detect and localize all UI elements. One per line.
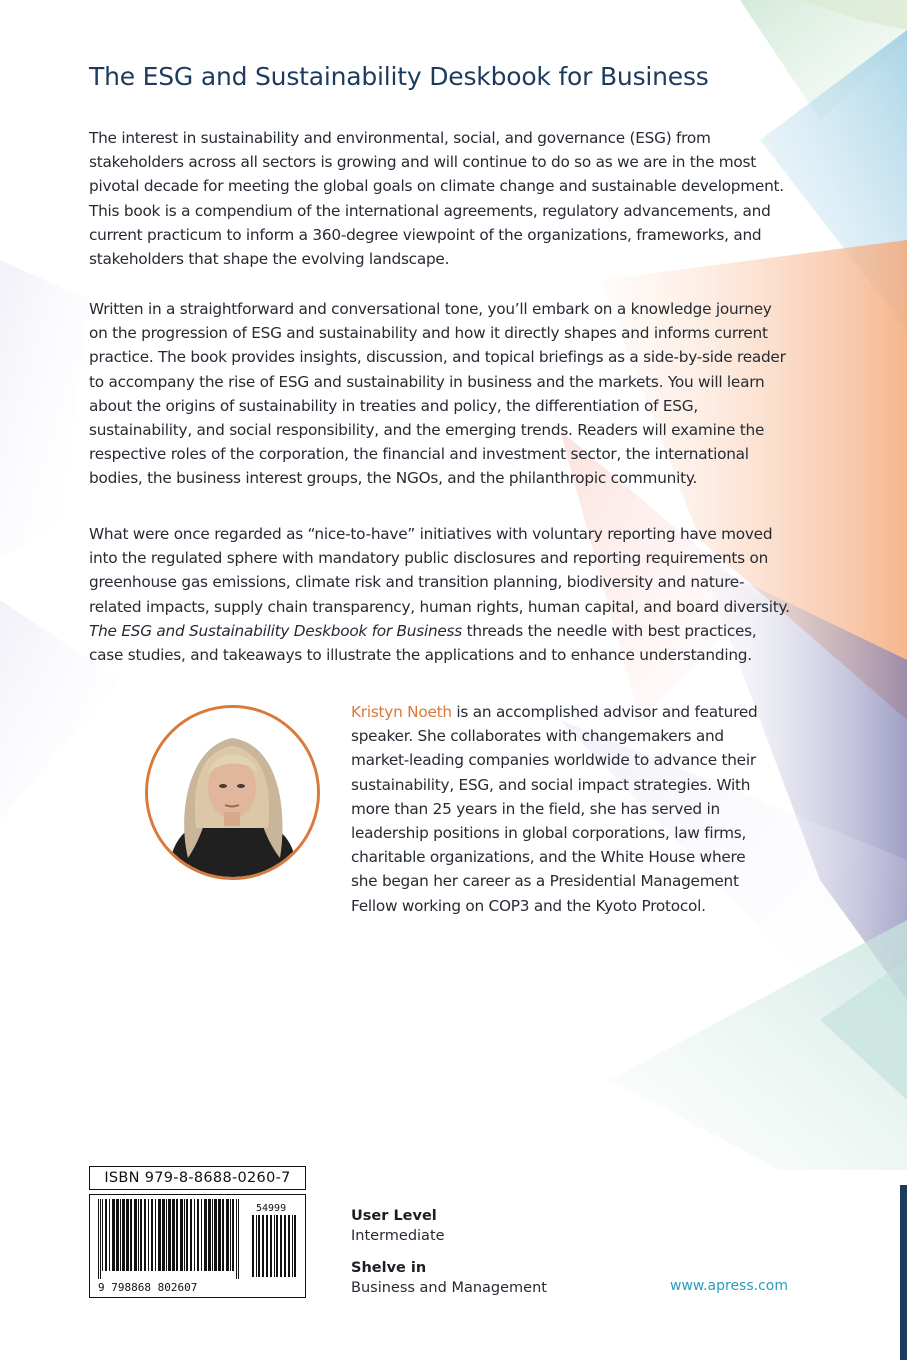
barcode-bar [218,1199,221,1271]
barcode-bar [140,1199,142,1271]
barcode-bar [184,1199,185,1271]
barcode-bar [232,1199,234,1271]
barcode-bar [274,1215,275,1277]
user-level-value: Intermediate [351,1228,445,1244]
barcode-bar [116,1199,119,1271]
author-name: Kristyn Noeth [351,703,452,721]
barcode-main-digits: 9 798868 802607 [98,1281,198,1294]
barcode-bar [276,1215,278,1277]
author-portrait-illustration [148,708,317,877]
author-bio [351,700,771,918]
barcode-bar [258,1215,260,1277]
barcode-bar [105,1199,107,1271]
barcode-bar [230,1199,231,1271]
description-paragraph-1: The interest in sustainability and environmental, social, and governance (ESG) from stakeholders across all sectors is growing and will continue to do so as we are in the most pivotal decade for meeting the global goals on climate change and sustainable development. This book is a compendium of the international agreements, regulatory advancements, and current practicum to inform a 360-degree viewpoint of the organizations, frameworks, and stakeholders that shape the evolving landscape. [89,129,784,269]
barcode-bar [144,1199,146,1271]
barcode [89,1194,306,1298]
barcode-bar [270,1215,272,1277]
barcode-bar [204,1199,207,1271]
barcode-bar [100,1199,101,1279]
barcode-bar [109,1199,110,1271]
barcode-bar [122,1199,125,1271]
paragraph-3-text-a: What were once regarded as “nice-to-have” initiatives with voluntary reporting have moved into the regulated sphere with mandatory public disclosures and reporting requirements on greenhouse gas emissions, climate risk and transition planning, biodiversity and nature-related impacts, supply chain transparency, human rights, human capital, and board diversity. [89,525,790,616]
edge-rule [900,1185,907,1360]
barcode-bar [158,1199,161,1271]
barcode-bar [214,1199,217,1271]
barcode-graphic [90,1195,304,1296]
barcode-bar [112,1199,115,1271]
barcode-bar [256,1215,257,1277]
barcode-bar [190,1199,192,1271]
barcode-bar [162,1199,165,1271]
barcode-bar [238,1199,239,1279]
publisher-url: www.apress.com [670,1278,788,1294]
barcode-bar [212,1199,213,1271]
barcode-addon-digits: 54999 [256,1203,287,1214]
author-photo [145,705,320,880]
user-level-block [351,1206,445,1246]
barcode-bar [252,1215,254,1277]
barcode-bar [294,1215,296,1277]
barcode-bar [186,1199,188,1271]
shelve-in-label: Shelve in [351,1260,427,1276]
barcode-bar [172,1199,175,1271]
paragraph-3-text-b: threads the needle with best practices, case studies, and takeaways to illustrate the applications and to enhance understanding. [89,621,757,665]
barcode-bar [194,1199,195,1271]
barcode-bar [284,1215,286,1277]
description-paragraph-3 [89,522,793,667]
description-paragraph-2: Written in a straightforward and conversational tone, you’ll embark on a knowledge journey on the progression of ESG and sustainability and how it directly shapes and informs current practice. The book provides insights, discussion, and topical briefings as a side-by-side reader to accompany the rise of ESG and sustainability in business and the markets. You will learn about the origins of sustainability in treaties and policy, the differentiation of ESG, sustainability, and social responsibility, and the emerging trends. Readers will examine the respective roles of the corporation, the financial and investment sector, the international bodies, the business interest groups, the NGOs, and the philanthropic community. [89,300,786,488]
barcode-bar [155,1199,156,1271]
barcode-bar [98,1199,99,1279]
user-level-label: User Level [351,1208,437,1224]
author-bio-text: is an accomplished advisor and featured speaker. She collaborates with changemakers and market-leading companies worldwide to advance their sustainability, ESG, and social impact strategies. With more than 25 years in the field, she has served in leadership positions in global corporations, law firms, charitable organizations, and the White House where she began her career as a Presidential Management Fellow working on COP3 and the Kyoto Protocol. [351,703,758,915]
barcode-bar [280,1215,282,1277]
shelve-in-block [351,1258,547,1298]
book-title: The ESG and Sustainability Deskbook for Business [89,62,709,91]
barcode-bar [148,1199,149,1271]
barcode-bar [226,1199,229,1271]
barcode-bar [236,1199,237,1279]
barcode-bar [102,1199,103,1271]
barcode-bar [151,1199,153,1271]
barcode-bar [292,1215,293,1277]
barcode-bar [197,1199,199,1271]
barcode-bar [176,1199,178,1271]
barcode-bar [130,1199,132,1271]
barcode-bar [120,1199,121,1271]
paragraph-3-book-title: The ESG and Sustainability Deskbook for Business [89,621,462,640]
barcode-bar [262,1215,264,1277]
barcode-bar [222,1199,224,1271]
barcode-bar [138,1199,139,1271]
barcode-bar [168,1199,171,1271]
barcode-bar [201,1199,202,1271]
barcode-bar [126,1199,129,1271]
barcode-bar [180,1199,183,1271]
barcode-bar [288,1215,290,1277]
isbn-label: ISBN 979-8-8688-0260-7 [89,1166,306,1190]
barcode-bar [134,1199,137,1271]
shelve-in-value: Business and Management [351,1280,547,1296]
barcode-bar [208,1199,211,1271]
barcode-bar [266,1215,268,1277]
barcode-bar [166,1199,167,1271]
